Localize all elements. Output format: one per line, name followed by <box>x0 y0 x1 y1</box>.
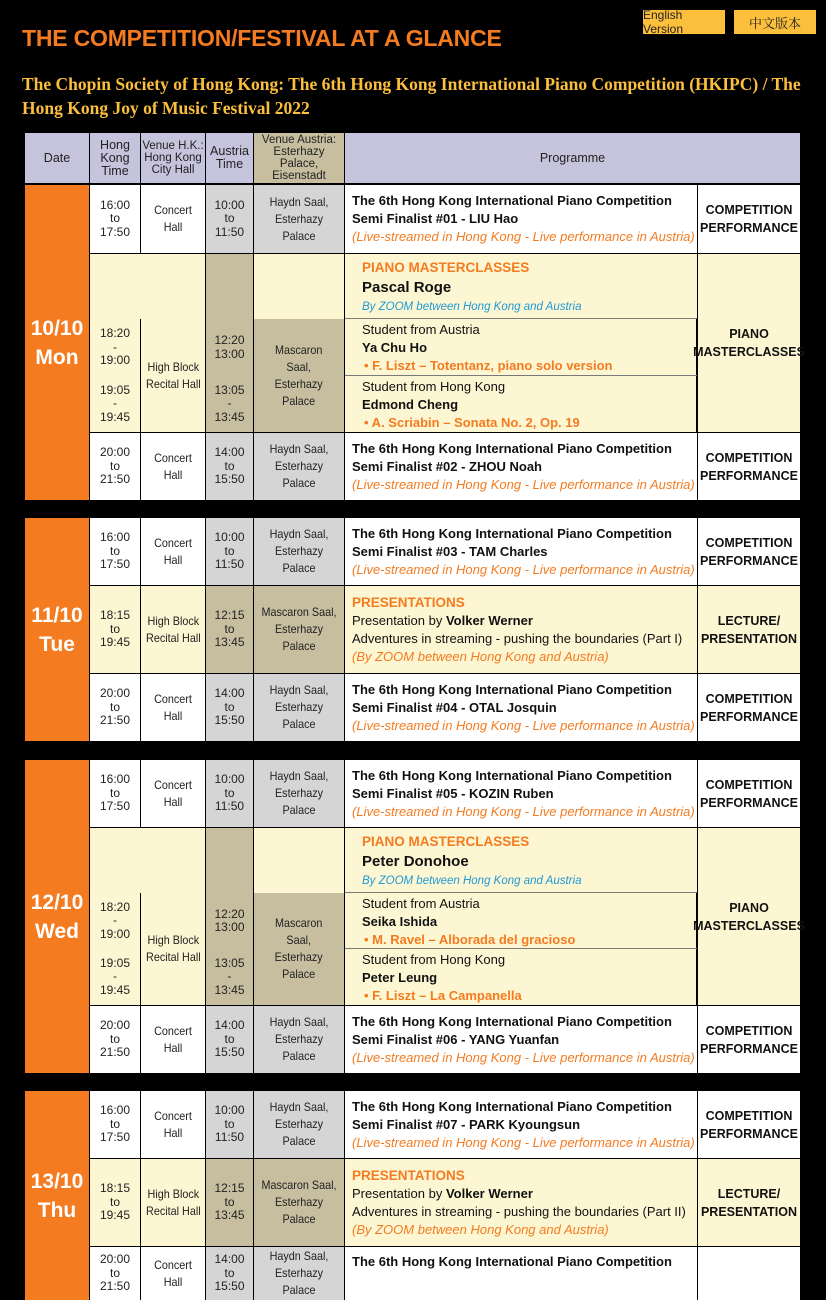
austria-time-cell <box>206 319 253 376</box>
zoom-note: (By ZOOM between Hong Kong and Austria) <box>352 1221 609 1237</box>
stream-note: (Live-streamed in Hong Kong - Live performance in Austria) <box>352 1049 695 1065</box>
hk-time-cell <box>90 1006 140 1073</box>
hk-time: 20:00 to 21:50 <box>99 445 131 487</box>
stream-note: (Live-streamed in Hong Kong - Live performance in Austria) <box>352 476 695 492</box>
semi-finalist: Semi Finalist #02 - ZHOU Noah <box>352 458 542 474</box>
austria-time: 12:15 to 13:45 <box>214 608 245 650</box>
competition-title: The 6th Hong Kong International Piano Competition <box>352 681 672 697</box>
austria-time-cell <box>206 518 253 585</box>
venue-austria: Haydn Saal, Esterhazy Palace <box>269 683 329 731</box>
venue-hk-cell <box>141 674 205 741</box>
weekday-label: Tue <box>39 632 75 656</box>
page-subtitle: The Chopin Society of Hong Kong: The 6th Hong Kong International Piano Competition (HKIPC) / The Hong Kong Joy of Music Festival 2022 <box>22 74 801 118</box>
austria-time-cell <box>206 760 253 827</box>
masterclass-band-venue <box>254 828 344 893</box>
repertoire: • A. Scriabin – Sonata No. 2, Op. 19 <box>364 414 580 430</box>
competition-title: The 6th Hong Kong International Piano Competition <box>352 1013 672 1029</box>
venue-austria: Mascaron Saal, Esterhazy Palace <box>274 342 324 408</box>
date-cell <box>25 185 89 500</box>
date-label: 13/10 <box>30 1169 84 1193</box>
stream-note: (Live-streamed in Hong Kong - Live performance in Austria) <box>352 1134 695 1150</box>
venue-hk: High Block Recital Hall <box>145 359 201 391</box>
presenter-name: Volker Werner <box>445 1185 533 1201</box>
header-austria-time <box>206 133 253 183</box>
semi-finalist: Semi Finalist #05 - KOZIN Ruben <box>352 785 554 801</box>
semi-finalist: Semi Finalist #01 - LIU Hao <box>352 211 519 226</box>
date-cell <box>25 1091 89 1300</box>
venue-hk-cell <box>141 893 205 1005</box>
hk-time: 20:00 to 21:50 <box>99 686 131 728</box>
masterclass-heading <box>345 828 697 893</box>
header-programme-label: Programme <box>539 150 606 165</box>
teacher-name: Peter Donohoe <box>362 852 469 870</box>
austria-time-cell <box>206 1247 253 1300</box>
zoom-note: (By ZOOM between Hong Kong and Austria) <box>352 648 609 664</box>
venue-hk-cell <box>141 1159 205 1246</box>
category-label: COMPETITION PERFORMANCE <box>700 450 798 483</box>
stream-note: (Live-streamed in Hong Kong - Live performance in Austria) <box>352 803 695 819</box>
category-label: PIANO MASTERCLASSES <box>693 900 805 933</box>
student-origin: Student from Austria <box>362 322 480 337</box>
austria-time: 12:15 to 13:45 <box>214 1181 245 1223</box>
austria-time: 14:00 to 15:50 <box>214 1018 245 1060</box>
date-cell <box>25 760 89 1073</box>
austria-time-cell <box>206 185 253 253</box>
hk-time-cell <box>90 319 140 376</box>
header-venue-austria-label: Venue Austria: Esterhazy Palace, Eisenstadt <box>261 134 337 182</box>
stream-note: (Live-streamed in Hong Kong - Live performance in Austria) <box>352 229 695 244</box>
competition-title: The 6th Hong Kong International Piano Competition <box>352 440 672 456</box>
austria-time: 12:20 13:00 <box>214 333 245 361</box>
page-title: THE COMPETITION/FESTIVAL AT A GLANCE <box>22 25 502 51</box>
weekday-label: Wed <box>35 919 79 943</box>
competition-programme <box>345 433 697 500</box>
venue-hk-cell <box>141 433 205 500</box>
student-origin: Student from Austria <box>362 895 480 911</box>
student-slot <box>345 893 696 949</box>
category-label: COMPETITION PERFORMANCE <box>700 1108 798 1141</box>
stream-note: (Live-streamed in Hong Kong - Live performance in Austria) <box>352 561 695 577</box>
hk-time: 16:00 to 17:50 <box>99 530 131 572</box>
repertoire: • F. Liszt – La Campanella <box>364 987 522 1003</box>
semi-finalist: Semi Finalist #07 - PARK Kyoungsun <box>352 1116 581 1132</box>
masterclass-band-austria <box>206 254 253 319</box>
presenter-name: Volker Werner <box>445 612 533 628</box>
masterclass-band-austria <box>206 828 253 893</box>
presenter-line <box>352 1185 697 1203</box>
presentation-topic: Adventures in streaming - pushing the boundaries (Part I) <box>352 630 683 646</box>
venue-hk-cell <box>141 1247 205 1300</box>
presentation-programme <box>345 586 697 673</box>
competition-programme <box>345 760 697 827</box>
hk-time: 16:00 to 17:50 <box>99 1103 131 1145</box>
date-cell <box>25 518 89 741</box>
austria-time: 10:00 to 11:50 <box>214 197 245 239</box>
presenter-prefix: Presentation by <box>352 612 446 628</box>
competition-programme <box>345 674 697 741</box>
hk-time-cell <box>90 1247 140 1300</box>
venue-austria: Haydn Saal, Esterhazy Palace <box>269 769 329 817</box>
competition-title: The 6th Hong Kong International Piano Competition <box>352 1098 672 1114</box>
header-venue-hk <box>141 133 205 183</box>
venue-austria-cell <box>254 1006 344 1073</box>
header-hk-time-label: Hong Kong Time <box>100 137 130 178</box>
date-label: 11/10 <box>31 603 83 627</box>
venue-hk: High Block Recital Hall <box>145 1186 201 1218</box>
masterclass-title: PIANO MASTERCLASSES <box>362 259 530 275</box>
category-label: LECTURE/ PRESENTATION <box>700 613 798 646</box>
hk-time: 18:20 - 19:00 <box>99 899 131 941</box>
category-cell <box>698 433 800 500</box>
category-cell <box>698 1091 800 1158</box>
austria-time: 10:00 to 11:50 <box>214 1103 245 1145</box>
austria-time: 13:05 - 13:45 <box>214 382 245 424</box>
austria-time-cell <box>206 586 253 673</box>
zoom-note: By ZOOM between Hong Kong and Austria <box>362 300 582 313</box>
venue-austria-cell <box>254 185 344 253</box>
hk-time: 19:05 - 19:45 <box>99 955 131 997</box>
austria-time: 14:00 to 15:50 <box>214 445 245 487</box>
venue-hk-cell <box>141 586 205 673</box>
category-label: PIANO MASTERCLASSES <box>693 327 805 359</box>
austria-time: 10:00 to 11:50 <box>214 772 245 814</box>
header-venue-hk-label: Venue H.K.: Hong Kong City Hall <box>142 140 204 176</box>
venue-hk-cell <box>141 760 205 827</box>
hk-time-cell <box>90 1159 140 1246</box>
competition-programme <box>345 1006 697 1073</box>
venue-hk: Concert Hall <box>154 203 192 234</box>
student-name: Peter Leung <box>362 969 438 985</box>
masterclass-band-venue <box>254 254 344 319</box>
category-label: COMPETITION PERFORMANCE <box>700 777 798 810</box>
venue-austria-cell <box>254 586 344 673</box>
venue-austria: Haydn Saal, Esterhazy Palace <box>269 442 329 490</box>
category-label: LECTURE/ PRESENTATION <box>700 1186 798 1219</box>
austria-time: 12:20 13:00 <box>214 906 245 934</box>
category-cell <box>698 518 800 585</box>
venue-hk: High Block Recital Hall <box>145 613 201 645</box>
header-programme <box>345 133 800 183</box>
hk-time-cell <box>90 893 140 949</box>
venue-austria-cell <box>254 319 344 432</box>
hk-time: 20:00 to 21:50 <box>99 1018 131 1060</box>
venue-hk: Concert Hall <box>154 1257 192 1289</box>
category-cell <box>698 674 800 741</box>
header-date <box>25 133 89 183</box>
category-label: COMPETITION PERFORMANCE <box>700 203 798 235</box>
venue-hk-cell <box>141 1091 205 1158</box>
venue-hk: High Block Recital Hall <box>145 933 201 964</box>
venue-austria: Mascaron Saal, Esterhazy Palace <box>261 605 337 653</box>
repertoire: • F. Liszt – Totentanz, piano solo version <box>364 358 613 373</box>
hk-time: 18:15 to 19:45 <box>99 1181 131 1223</box>
student-origin: Student from Hong Kong <box>362 951 506 967</box>
competition-programme <box>345 185 697 253</box>
austria-time: 13:05 - 13:45 <box>214 955 245 997</box>
category-cell <box>698 185 800 253</box>
date-label: 12/10 <box>30 890 84 914</box>
venue-austria: Haydn Saal, Esterhazy Palace <box>269 1100 329 1148</box>
hk-time-cell <box>90 376 140 432</box>
austria-time-cell <box>206 376 253 432</box>
weekday-label: Mon <box>35 345 79 369</box>
venue-austria: Haydn Saal, Esterhazy Palace <box>269 194 329 243</box>
header-date-label: Date <box>43 150 71 165</box>
austria-time-cell <box>206 1159 253 1246</box>
venue-austria-cell <box>254 518 344 585</box>
venue-austria-cell <box>254 1159 344 1246</box>
austria-time: 10:00 to 11:50 <box>214 530 245 572</box>
austria-time-cell <box>206 949 253 1005</box>
student-origin: Student from Hong Kong <box>362 378 506 394</box>
divider <box>345 892 697 893</box>
venue-hk: Concert Hall <box>154 535 192 567</box>
hk-time-cell <box>90 185 140 253</box>
venue-hk: Concert Hall <box>154 1023 192 1055</box>
austria-time-cell <box>206 893 253 949</box>
hk-time-cell <box>90 674 140 741</box>
category-cell <box>698 1006 800 1073</box>
semi-finalist: Semi Finalist #03 - TAM Charles <box>352 543 548 559</box>
divider <box>345 948 697 949</box>
hk-time-cell <box>90 760 140 827</box>
venue-hk: Concert Hall <box>154 777 192 809</box>
date-label: 10/10 <box>30 316 84 340</box>
hk-time: 16:00 to 17:50 <box>99 197 131 239</box>
venue-austria-cell <box>254 760 344 827</box>
austria-time-cell <box>206 674 253 741</box>
venue-austria-cell <box>254 893 344 1005</box>
header-venue-austria <box>254 133 344 183</box>
venue-austria: Haydn Saal, Esterhazy Palace <box>269 527 329 575</box>
category-label: COMPETITION PERFORMANCE <box>700 691 798 724</box>
student-slot <box>345 376 696 432</box>
semi-finalist: Semi Finalist #04 - OTAL Josquin <box>352 699 557 715</box>
category-label: COMPETITION PERFORMANCE <box>700 1023 798 1056</box>
student-slot <box>345 949 696 1005</box>
presenter-line <box>352 612 697 630</box>
venue-hk: Concert Hall <box>154 691 192 723</box>
masterclass-band <box>90 828 205 893</box>
hk-time: 18:15 to 19:45 <box>99 608 131 650</box>
programme-heading: PRESENTATIONS <box>352 594 465 610</box>
header-austria-time-label: Austria Time <box>210 144 249 171</box>
competition-title: The 6th Hong Kong International Piano Competition <box>352 1254 672 1269</box>
repertoire: • M. Ravel – Alborada del gracioso <box>364 931 576 947</box>
divider <box>345 375 697 376</box>
semi-finalist: Semi Finalist #06 - YANG Yuanfan <box>352 1031 560 1047</box>
hk-time-cell <box>90 518 140 585</box>
hk-time-cell <box>90 433 140 500</box>
austria-time: 14:00 to 15:50 <box>214 686 245 728</box>
category-cell <box>693 254 805 432</box>
category-cell <box>693 828 805 1005</box>
masterclass-title: PIANO MASTERCLASSES <box>362 833 530 849</box>
competition-title: The 6th Hong Kong International Piano Competition <box>352 525 672 541</box>
student-name: Ya Chu Ho <box>362 340 428 355</box>
competition-programme <box>345 1247 697 1300</box>
category-cell <box>698 1159 800 1246</box>
programme-heading: PRESENTATIONS <box>352 1167 465 1183</box>
austria-time-cell <box>206 1091 253 1158</box>
hk-time: 19:05 - 19:45 <box>99 382 131 424</box>
venue-austria-cell <box>254 433 344 500</box>
category-cell <box>698 1247 800 1300</box>
student-slot <box>345 319 696 376</box>
hk-time: 16:00 to 17:50 <box>99 772 131 814</box>
hk-time: 18:20 - 19:00 <box>99 326 131 368</box>
competition-title: The 6th Hong Kong International Piano Competition <box>352 193 672 208</box>
category-cell <box>698 586 800 673</box>
venue-hk-cell <box>141 518 205 585</box>
english-version-button[interactable]: English Version <box>643 10 725 34</box>
austria-time: 14:00 to 15:50 <box>214 1252 245 1294</box>
presentation-topic: Adventures in streaming - pushing the boundaries (Part II) <box>352 1203 686 1219</box>
divider <box>345 318 697 319</box>
teacher-name: Pascal Roge <box>362 278 452 296</box>
hk-time-cell <box>90 1091 140 1158</box>
venue-hk-cell <box>141 1006 205 1073</box>
category-cell <box>698 760 800 827</box>
masterclass-heading <box>345 254 697 319</box>
venue-hk: Concert Hall <box>154 1108 192 1140</box>
austria-time-cell <box>206 1006 253 1073</box>
venue-hk: Concert Hall <box>154 450 192 482</box>
zoom-note: By ZOOM between Hong Kong and Austria <box>362 874 582 887</box>
austria-time-cell <box>206 433 253 500</box>
header-hk-time <box>90 133 140 183</box>
competition-title: The 6th Hong Kong International Piano Competition <box>352 767 672 783</box>
presentation-programme <box>345 1159 697 1246</box>
hk-time-cell <box>90 949 140 1005</box>
venue-austria: Mascaron Saal, Esterhazy Palace <box>274 916 324 981</box>
venue-austria: Mascaron Saal, Esterhazy Palace <box>261 1178 337 1226</box>
hk-time-cell <box>90 586 140 673</box>
venue-austria-cell <box>254 1247 344 1300</box>
venue-austria: Haydn Saal, Esterhazy Palace <box>269 1015 329 1063</box>
student-name: Seika Ishida <box>362 913 438 929</box>
chinese-version-button[interactable]: 中文版本 <box>734 10 816 34</box>
student-name: Edmond Cheng <box>362 396 459 412</box>
venue-hk-cell <box>141 185 205 253</box>
venue-austria: Haydn Saal, Esterhazy Palace <box>269 1249 329 1297</box>
stream-note: (Live-streamed in Hong Kong - Live performance in Austria) <box>352 717 695 733</box>
weekday-label: Thu <box>37 1198 77 1222</box>
competition-programme <box>345 1091 697 1158</box>
competition-programme <box>345 518 697 585</box>
hk-time: 20:00 to 21:50 <box>99 1252 131 1294</box>
venue-austria-cell <box>254 1091 344 1158</box>
venue-austria-cell <box>254 674 344 741</box>
masterclass-band <box>90 254 205 319</box>
venue-hk-cell <box>141 319 205 432</box>
presenter-prefix: Presentation by <box>352 1185 446 1201</box>
category-label: COMPETITION PERFORMANCE <box>700 535 798 568</box>
